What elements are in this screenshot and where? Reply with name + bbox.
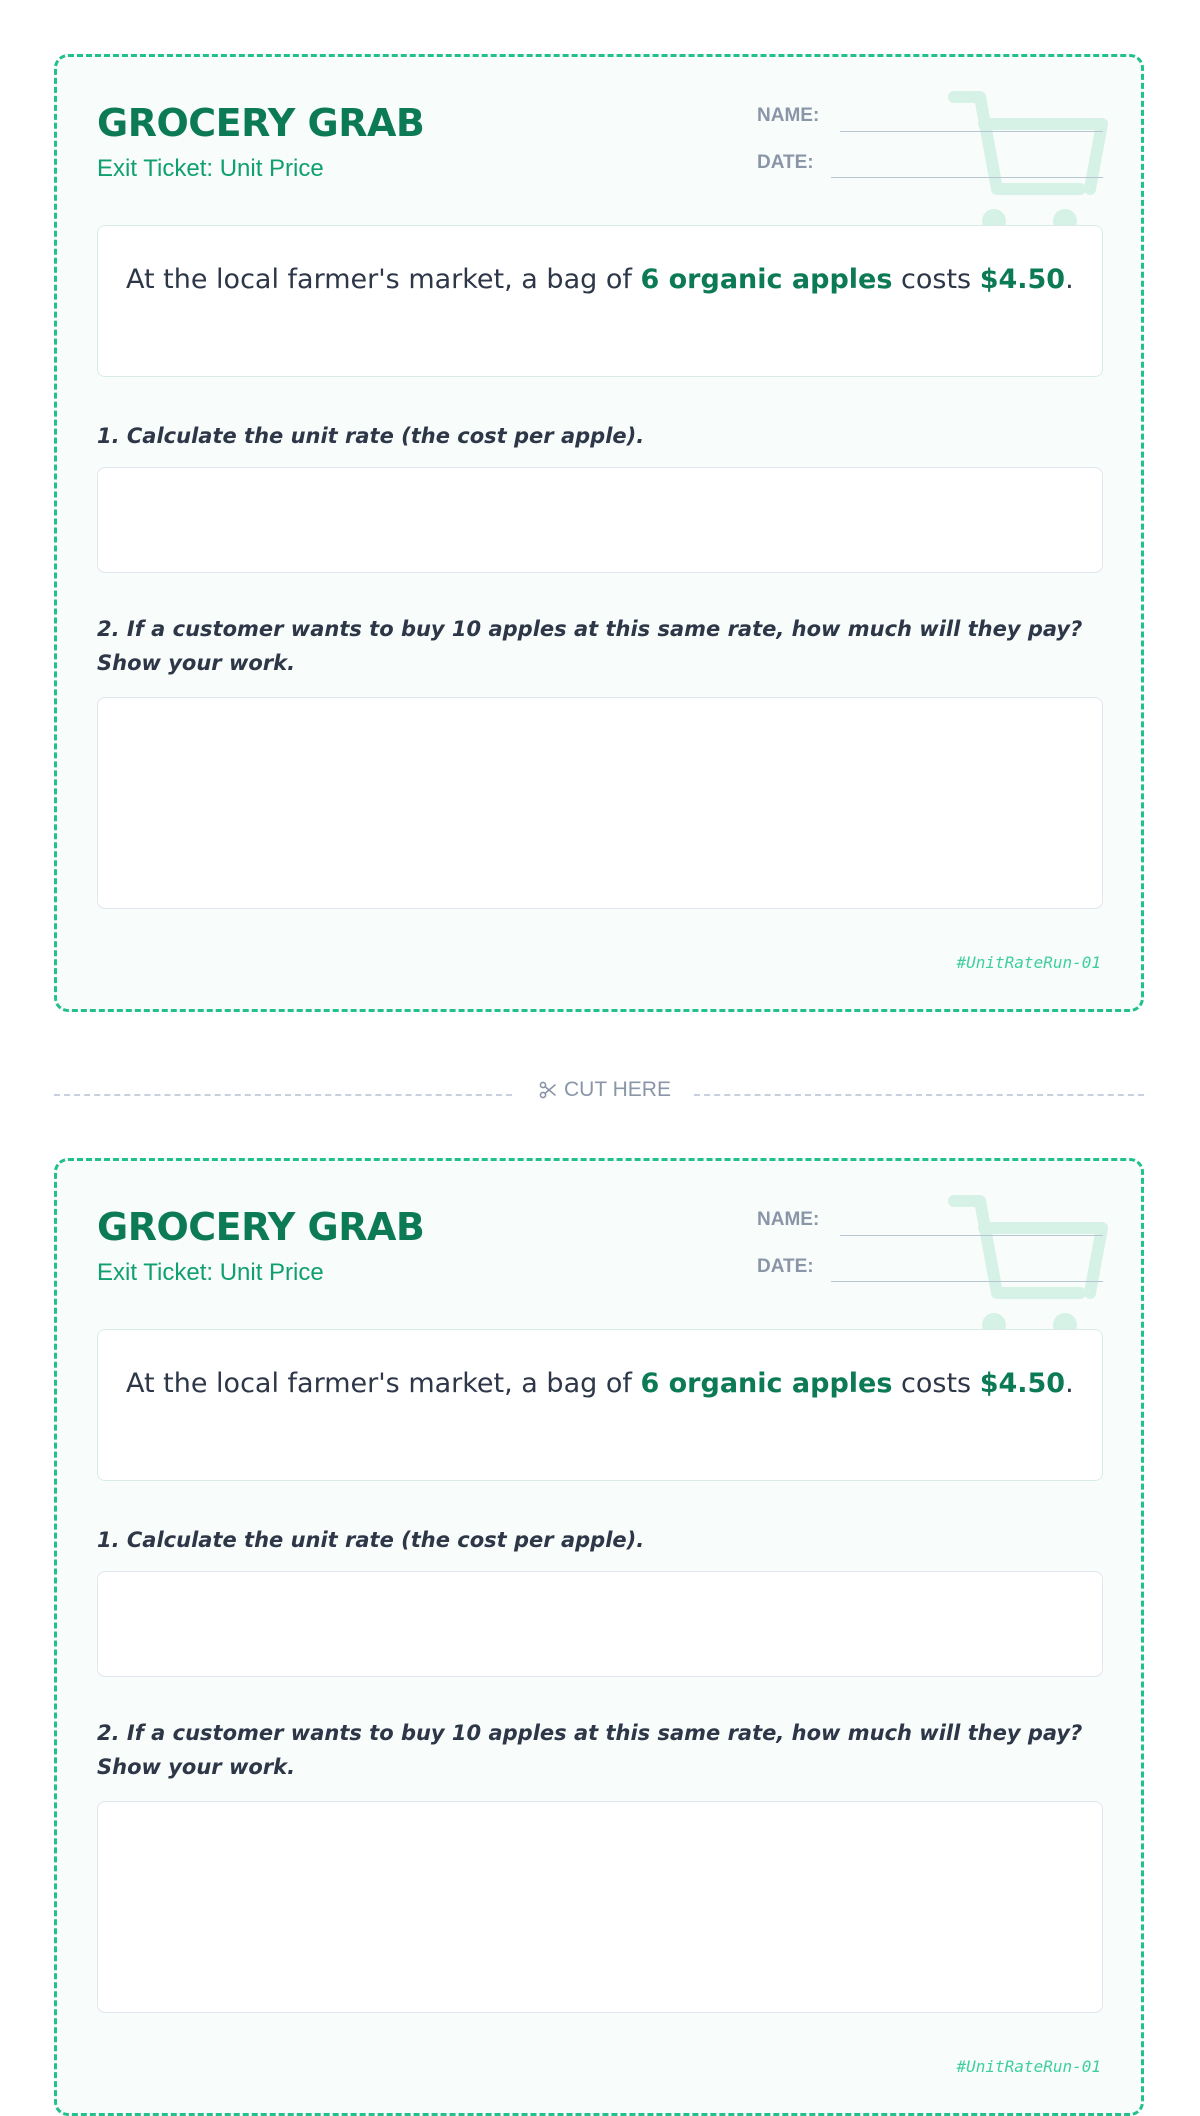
name-label: NAME: — [757, 1209, 820, 1230]
cut-line-left — [54, 1094, 512, 1096]
problem-text: costs — [892, 264, 980, 295]
cut-line-right — [694, 1094, 1144, 1096]
answer-box-2[interactable] — [97, 1801, 1103, 2013]
ticket-title: GROCERY GRAB — [97, 1205, 425, 1249]
problem-text: At the local farmer's market, a bag of — [126, 264, 641, 295]
cut-here-text: CUT HERE — [564, 1078, 671, 1101]
problem-text: . — [1065, 264, 1074, 295]
problem-statement — [97, 1329, 1103, 1481]
name-field[interactable] — [840, 1235, 1103, 1236]
answer-box-1[interactable] — [97, 467, 1103, 573]
date-field[interactable] — [831, 1281, 1103, 1282]
exit-ticket — [54, 54, 1144, 1012]
problem-statement — [97, 225, 1103, 377]
ticket-title: GROCERY GRAB — [97, 101, 425, 145]
cut-line-divider — [54, 1070, 1144, 1120]
question-1: 1. Calculate the unit rate (the cost per apple). — [97, 1528, 645, 1552]
question-1: 1. Calculate the unit rate (the cost per apple). — [97, 424, 645, 448]
question-2: 2. If a customer wants to buy 10 apples at this same rate, how much will they pay? Show your work. — [97, 617, 1083, 675]
shopping-cart-icon — [962, 89, 1122, 239]
date-label: DATE: — [757, 152, 814, 173]
ticket-id: #UnitRateRun-01 — [956, 2057, 1101, 2076]
answer-box-2[interactable] — [97, 697, 1103, 909]
ticket-subtitle: Exit Ticket: Unit Price — [97, 1259, 324, 1286]
scissors-icon — [538, 1080, 558, 1100]
cut-here-label — [538, 1078, 671, 1102]
problem-text: . — [1065, 1368, 1074, 1399]
ticket-subtitle: Exit Ticket: Unit Price — [97, 155, 324, 182]
problem-quantity: 6 organic apples — [640, 264, 893, 295]
ticket-id: #UnitRateRun-01 — [956, 953, 1101, 972]
exit-ticket — [54, 1158, 1144, 2116]
problem-price: $4.50 — [979, 1368, 1066, 1399]
problem-text: costs — [892, 1368, 980, 1399]
shopping-cart-icon — [962, 1193, 1122, 1343]
name-field[interactable] — [840, 131, 1103, 132]
problem-text: At the local farmer's market, a bag of — [126, 1368, 641, 1399]
answer-box-1[interactable] — [97, 1571, 1103, 1677]
problem-price: $4.50 — [979, 264, 1066, 295]
date-field[interactable] — [831, 177, 1103, 178]
problem-quantity: 6 organic apples — [640, 1368, 893, 1399]
name-label: NAME: — [757, 105, 820, 126]
date-label: DATE: — [757, 1256, 814, 1277]
question-2: 2. If a customer wants to buy 10 apples at this same rate, how much will they pay? Show your work. — [97, 1721, 1083, 1779]
